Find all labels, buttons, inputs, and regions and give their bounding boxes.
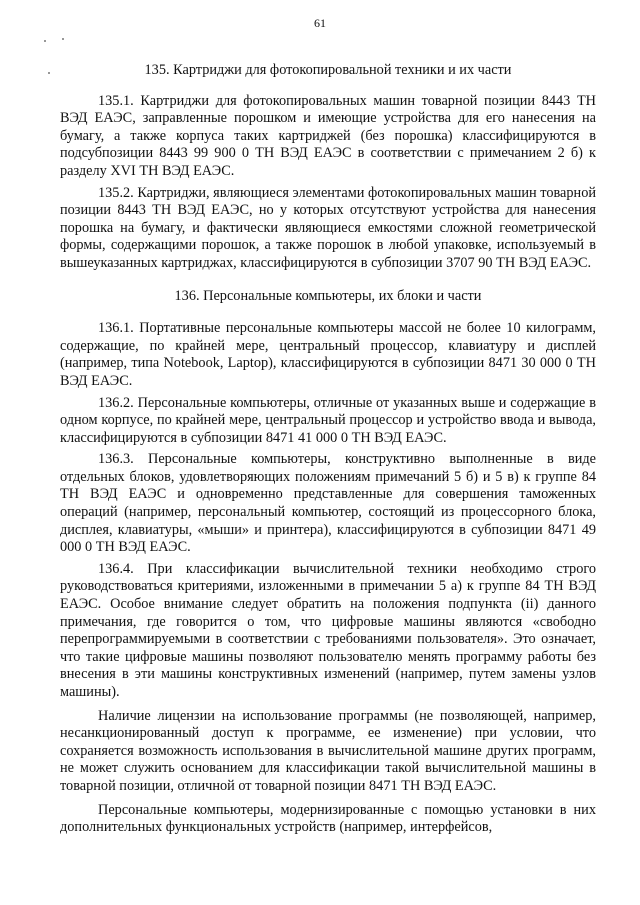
scan-speck	[62, 38, 64, 40]
paragraph-136-1: 136.1. Портативные персональные компьютеры массой не более 10 килограмм, содержащие, по крайней мере, центральный процессор, клавиатуру и дисплей (например, типа Notebook, Laptop), классифицируются в субпозиции 8471 30 000 0 ТН ВЭД ЕАЭС.	[60, 320, 596, 389]
scan-speck	[44, 40, 46, 42]
paragraph-136-2: 136.2. Персональные компьютеры, отличные от указанных выше и содержащие в одном корпусе, по крайней мере, центральный процессор и устройство ввода и вывода, классифицируются в субпозиции 8471 41 000 0 ТН ВЭД ЕАЭС.	[60, 394, 596, 446]
document-body	[60, 62, 596, 837]
paragraph-136-3: 136.3. Персональные компьютеры, конструктивно выполненные в виде отдельных блоков, удовлетворяющих положениям примечаний 5 б) и 5 в) к группе 84 ТН ВЭД ЕАЭС и одновременно представленные для совершения таможенных операций (например, персональный компьютер, состоящий из процессорного блока, дисплея, клавиатуры, «мыши» и принтера), классифицируются в субпозиции 8471 49 000 0 ТН ВЭД ЕАЭС.	[60, 451, 596, 556]
paragraph-135-1: 135.1. Картриджи для фотокопировальных машин товарной позиции 8443 ТН ВЭД ЕАЭС, заправленные порошком и имеющие устройства для его нанесения на бумагу, а также корпуса таких картриджей (без порошка) классифицируются в подсубпозиции 8443 99 900 0 ТН ВЭД ЕАЭС в соответствии с примечанием 2 б) к разделу XVI ТН ВЭД ЕАЭС.	[60, 92, 596, 179]
section-135-heading: 135. Картриджи для фотокопировальной техники и их части	[144, 62, 512, 78]
page-number: 61	[314, 16, 326, 30]
paragraph-136-4: 136.4. При классификации вычислительной техники необходимо строго руководствоваться критериями, изложенными в примечании 5 а) к группе 84 ТН ВЭД ЕАЭС. Особое внимание следует обратить на положения подпункта (ii) данного примечания, где говорится о том, что цифровые машины являются «свободно перепрограммируемыми в соответствии с требованиями пользователя». Это означает, что такие цифровые машины позволяют пользователю менять программу работы без внесения в эти машины конструктивных изменений (например, путем замены узлов машины).	[60, 560, 596, 700]
paragraph-license: Наличие лицензии на использование программы (не позволяющей, например, несанкционированный доступ к программе, ее изменение) при условии, что сохраняется возможность использования в вычислительной машине других программ, не может служить основанием для классификации такой вычислительной машины в товарной позиции, отличной от товарной позиции 8471 ТН ВЭД ЕАЭС.	[60, 707, 596, 794]
scan-speck	[48, 72, 50, 74]
section-136-heading: 136. Персональные компьютеры, их блоки и части	[174, 287, 482, 304]
paragraph-135-2: 135.2. Картриджи, являющиеся элементами фотокопировальных машин товарной позиции 8443 ТН ВЭД ЕАЭС, но у которых отсутствуют устройства для нанесения порошка на бумагу, и фактически являющиеся емкостями сложной геометрической формы, содержащими порошок, а также порошок в любой упаковке, используемый в вышеуказанных картриджах, классифицируются в субпозиции 3707 90 ТН ВЭД ЕАЭС.	[60, 184, 596, 271]
paragraph-upgraded-pcs: Персональные компьютеры, модернизированные с помощью установки в них дополнительных функциональных устройств (например, интерфейсов,	[60, 801, 596, 836]
